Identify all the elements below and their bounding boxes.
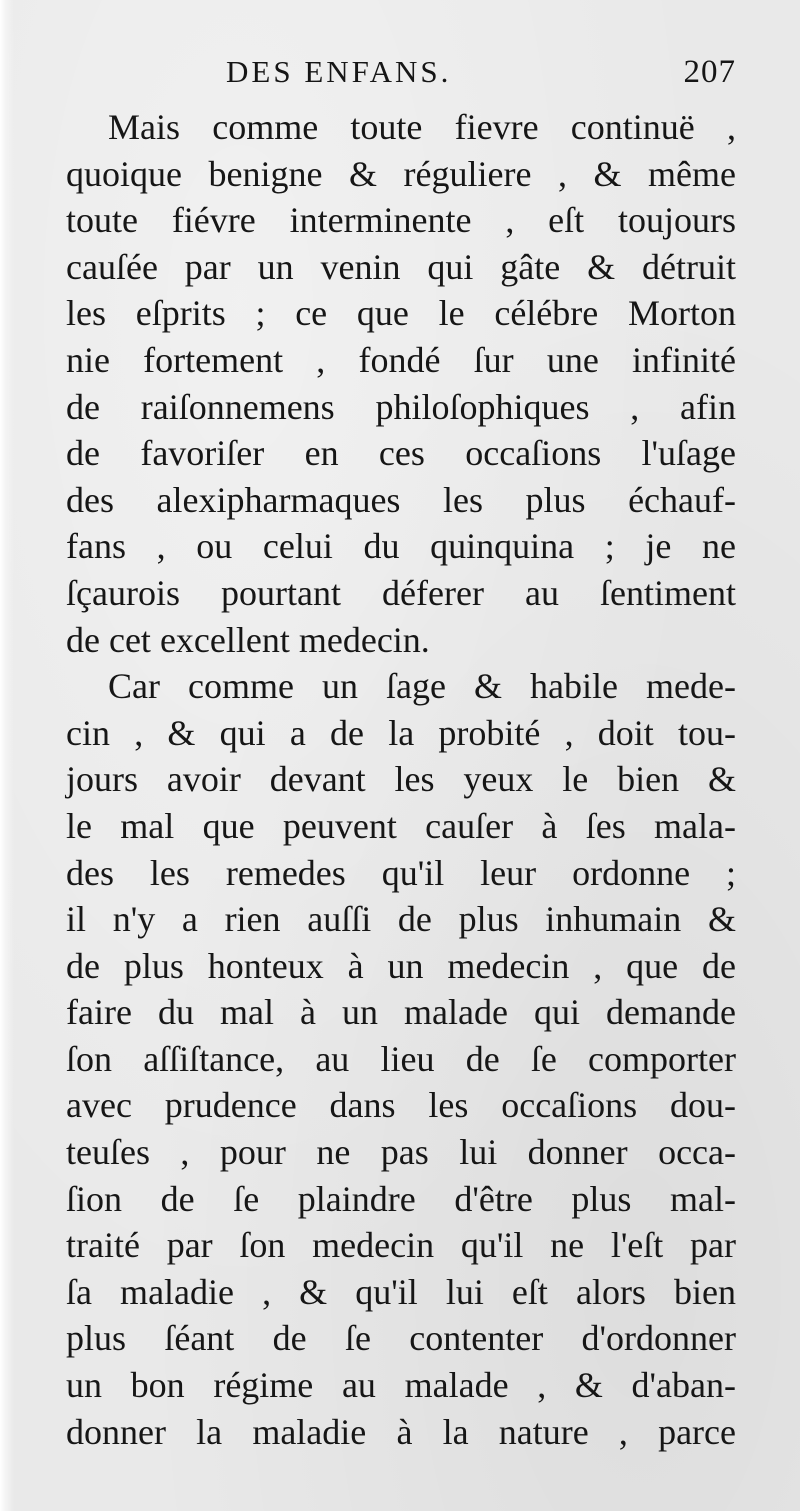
text-line: Mais comme toute fievre continuë , <box>108 107 736 147</box>
page-header <box>226 54 736 98</box>
text-line: de cet excellent medecin. <box>66 619 430 660</box>
page-left-edge <box>0 0 14 1511</box>
text-line: ſion de ſe plaindre d'être plus mal- <box>66 1178 736 1219</box>
text-line: fans , ou celui du quinquina ; je ne <box>66 526 736 567</box>
text-line: des les remedes qu'il leur ordonne ; <box>66 852 736 893</box>
text-line: de raiſonnemens philoſophiques , afin <box>66 386 736 427</box>
body-text <box>66 104 736 1455</box>
paragraph-2 <box>66 663 736 1455</box>
text-line: avec prudence dans les occaſions dou- <box>66 1085 736 1126</box>
text-line: ſon aſſiſtance, au lieu de ſe comporter <box>66 1038 736 1079</box>
paragraph-1 <box>66 104 736 663</box>
text-line: le mal que peuvent cauſer à ſes mala- <box>66 805 736 846</box>
text-line: un bon régime au malade , & d'aban- <box>66 1365 736 1406</box>
text-line: faire du mal à un malade qui demande <box>66 992 736 1033</box>
text-line: nie fortement , fondé ſur une infinité <box>66 339 736 380</box>
text-line: cin , & qui a de la probité , doit tou- <box>66 712 736 753</box>
text-line: plus ſéant de ſe contenter d'ordonner <box>66 1318 736 1359</box>
text-line: donner la maladie à la nature , parce <box>66 1411 736 1452</box>
running-head: DES ENFANS. <box>226 54 452 89</box>
text-line: cauſée par un venin qui gâte & détruit <box>66 246 736 287</box>
text-line: ſçaurois pourtant déferer au ſentiment <box>66 572 736 613</box>
text-line: il n'y a rien auſſi de plus inhumain & <box>66 899 736 940</box>
text-line: teuſes , pour ne pas lui donner occa- <box>66 1132 736 1173</box>
text-line: quoique benigne & réguliere , & même <box>66 153 736 194</box>
text-line: les eſprits ; ce que le célébre Morton <box>66 293 736 334</box>
text-line: de plus honteux à un medecin , que de <box>66 945 736 986</box>
text-line: jours avoir devant les yeux le bien & <box>66 759 736 800</box>
page-number: 207 <box>683 54 736 90</box>
text-line: ſa maladie , & qu'il lui eſt alors bien <box>66 1271 736 1312</box>
text-line: des alexipharmaques les plus échauf- <box>66 479 736 520</box>
text-line: traité par ſon medecin qu'il ne l'eſt par <box>66 1225 736 1266</box>
text-line: de favoriſer en ces occaſions l'uſage <box>66 433 736 474</box>
text-line: toute fiévre interminente , eſt toujours <box>66 200 736 241</box>
text-line: Car comme un ſage & habile mede- <box>108 666 736 707</box>
